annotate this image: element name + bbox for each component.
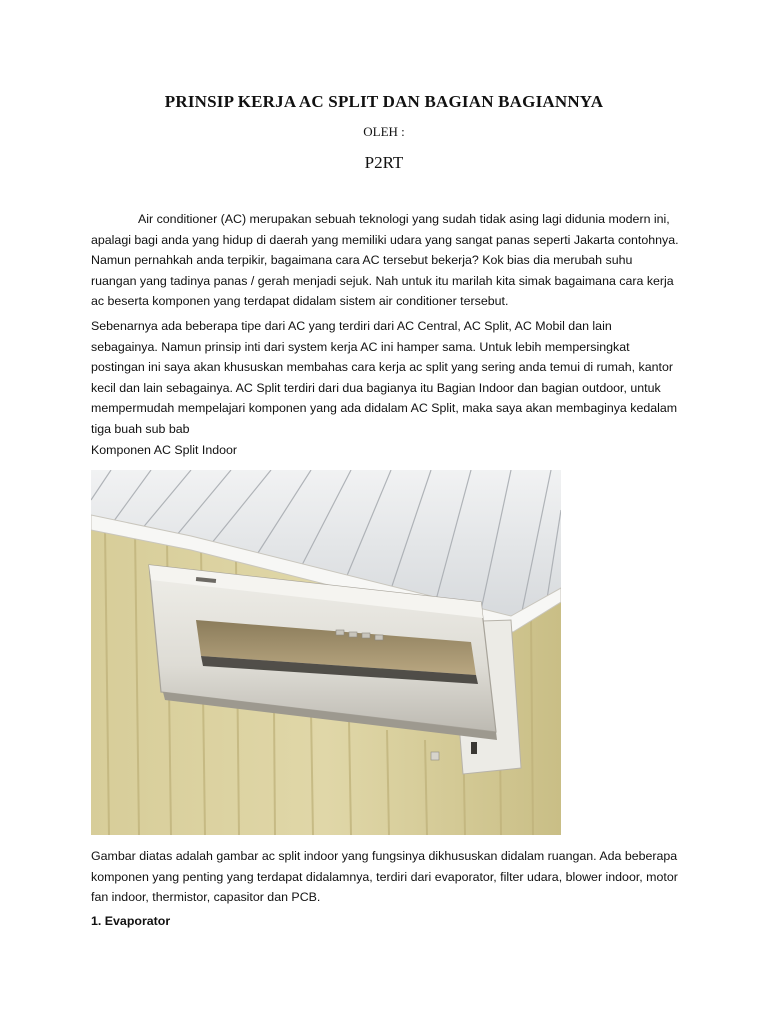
author-name: P2RT bbox=[364, 153, 404, 172]
numbered-heading-evaporator: 1. Evaporator bbox=[91, 914, 171, 928]
byline-label: OLEH : bbox=[363, 124, 405, 139]
intro-paragraph: Air conditioner (AC) merupakan sebuah teknologi yang sudah tidak asing lagi didunia modern ini, apalagi bagi anda yang hidup di daerah yang memiliki udara yang sangat panas seperti Jakarta contohnya. Namun pernahkah anda terpikir, bagaimana cara AC tersebut bekerja? Kok bias dia merubah suhu ruangan yang tadinya panas / gerah menjadi sejuk. Nah untuk itu marilah kita simak bagaimana cara kerja ac beserta komponen yang terdapat didalam sistem air conditioner tersebut. bbox=[91, 212, 679, 308]
image-caption-paragraph: Gambar diatas adalah gambar ac split indoor yang fungsinya dikhususkan didalam ruangan. Ada beberapa komponen yang penting yang terdapat didalamnya, terdiri dari evaporator, filter udara, blower indoor, motor fan indoor, thermistor, capasitor dan PCB. bbox=[91, 849, 678, 904]
types-paragraph: Sebenarnya ada beberapa tipe dari AC yang terdiri dari AC Central, AC Split, AC Mobil dan lain sebagainya. Namun prinsip inti dari system kerja AC ini hamper sama. Untuk lebih mempersingkat postingan ini saya akan khususkan membahas cara kerja ac split yang sering anda temui di rumah, kantor kecil dan lain sebagainya. AC Split terdiri dari dua bagianya itu Bagian Indoor dan bagian outdoor, untuk mempermudah mempelajari komponen yang ada didalam AC Split, maka saya akan membaginya kedalam tiga buah sub bab bbox=[91, 319, 678, 436]
section-heading: Komponen AC Split Indoor bbox=[91, 443, 238, 457]
document-title: PRINSIP KERJA AC SPLIT DAN BAGIAN BAGIANNYA bbox=[164, 92, 604, 111]
ac-split-indoor-photo bbox=[91, 470, 561, 835]
